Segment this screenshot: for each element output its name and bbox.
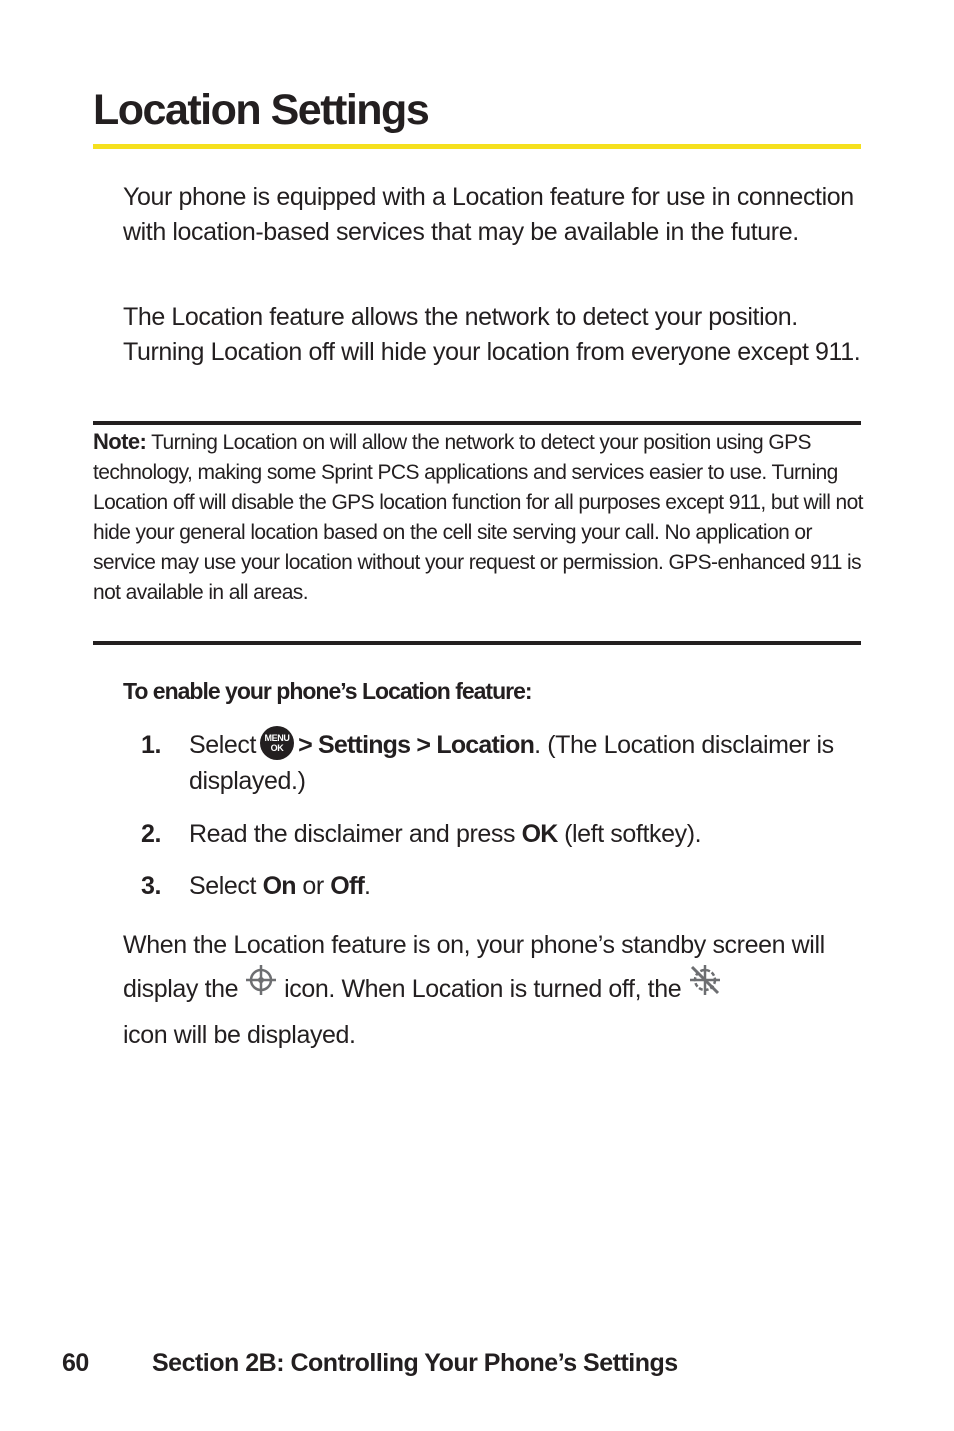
step-before: Select: [189, 872, 257, 900]
closing-part-1: When the Location feature is on, your phone’s standby screen will display the: [123, 931, 825, 1004]
note-label: Note:: [93, 429, 147, 454]
svg-text:MENU: MENU: [264, 733, 290, 744]
off-option: Off: [330, 872, 364, 900]
note-bottom-rule: [93, 641, 861, 645]
closing-paragraph: [123, 925, 863, 1056]
location-off-icon: [687, 962, 723, 1011]
step-number: 1.: [141, 731, 162, 759]
step-rest: . (The Location disclaimer is displayed.): [189, 731, 834, 796]
or-word: or: [302, 872, 324, 900]
step-before: Read the disclaimer and press: [189, 820, 516, 848]
closing-part-3: icon will be displayed.: [123, 1021, 356, 1049]
procedure-heading: To enable your phone’s Location feature:: [123, 678, 532, 704]
title-underline: [93, 144, 861, 149]
note-top-rule: [93, 421, 861, 425]
menu-ok-key-icon: [260, 726, 294, 760]
section-footer: Section 2B: Controlling Your Phone’s Settings: [152, 1349, 678, 1377]
on-option: On: [262, 872, 296, 900]
closing-part-2: icon. When Location is turned off, the: [284, 975, 682, 1004]
location-feature-paragraph: The Location feature allows the network to detect your position. Turning Location off will hide your location from everyone except 911.: [123, 303, 861, 366]
step-number: 2.: [141, 820, 162, 848]
step-after: (left softkey).: [564, 820, 702, 848]
intro-paragraph: Your phone is equipped with a Location feature for use in connection with location-based services that may be available in the future.: [123, 183, 854, 246]
step-text: [189, 868, 861, 904]
note-box: [93, 427, 863, 608]
page-number: 60: [62, 1349, 89, 1377]
page-title: Location Settings: [93, 86, 429, 134]
note-text: Turning Location on will allow the network to detect your position using GPS technology, making some Sprint PCS applications and services easier to use. Turning Location off will disable the GPS location function for all purposes except 911, but will not hide your general location based on the cell site serving your call. No application or service may use your location without your request or permission. GPS-enhanced 911 is not available in all areas.: [93, 431, 863, 604]
menu-path: > Settings > Location: [298, 731, 535, 759]
step-select-word: Select: [189, 731, 257, 759]
step-end: .: [364, 872, 371, 900]
svg-text:OK: OK: [270, 743, 284, 754]
location-on-icon: [244, 964, 278, 1009]
step-text: [189, 727, 861, 799]
step-text: [189, 816, 861, 852]
step-number: 3.: [141, 872, 162, 900]
ok-key-label: OK: [521, 820, 558, 848]
